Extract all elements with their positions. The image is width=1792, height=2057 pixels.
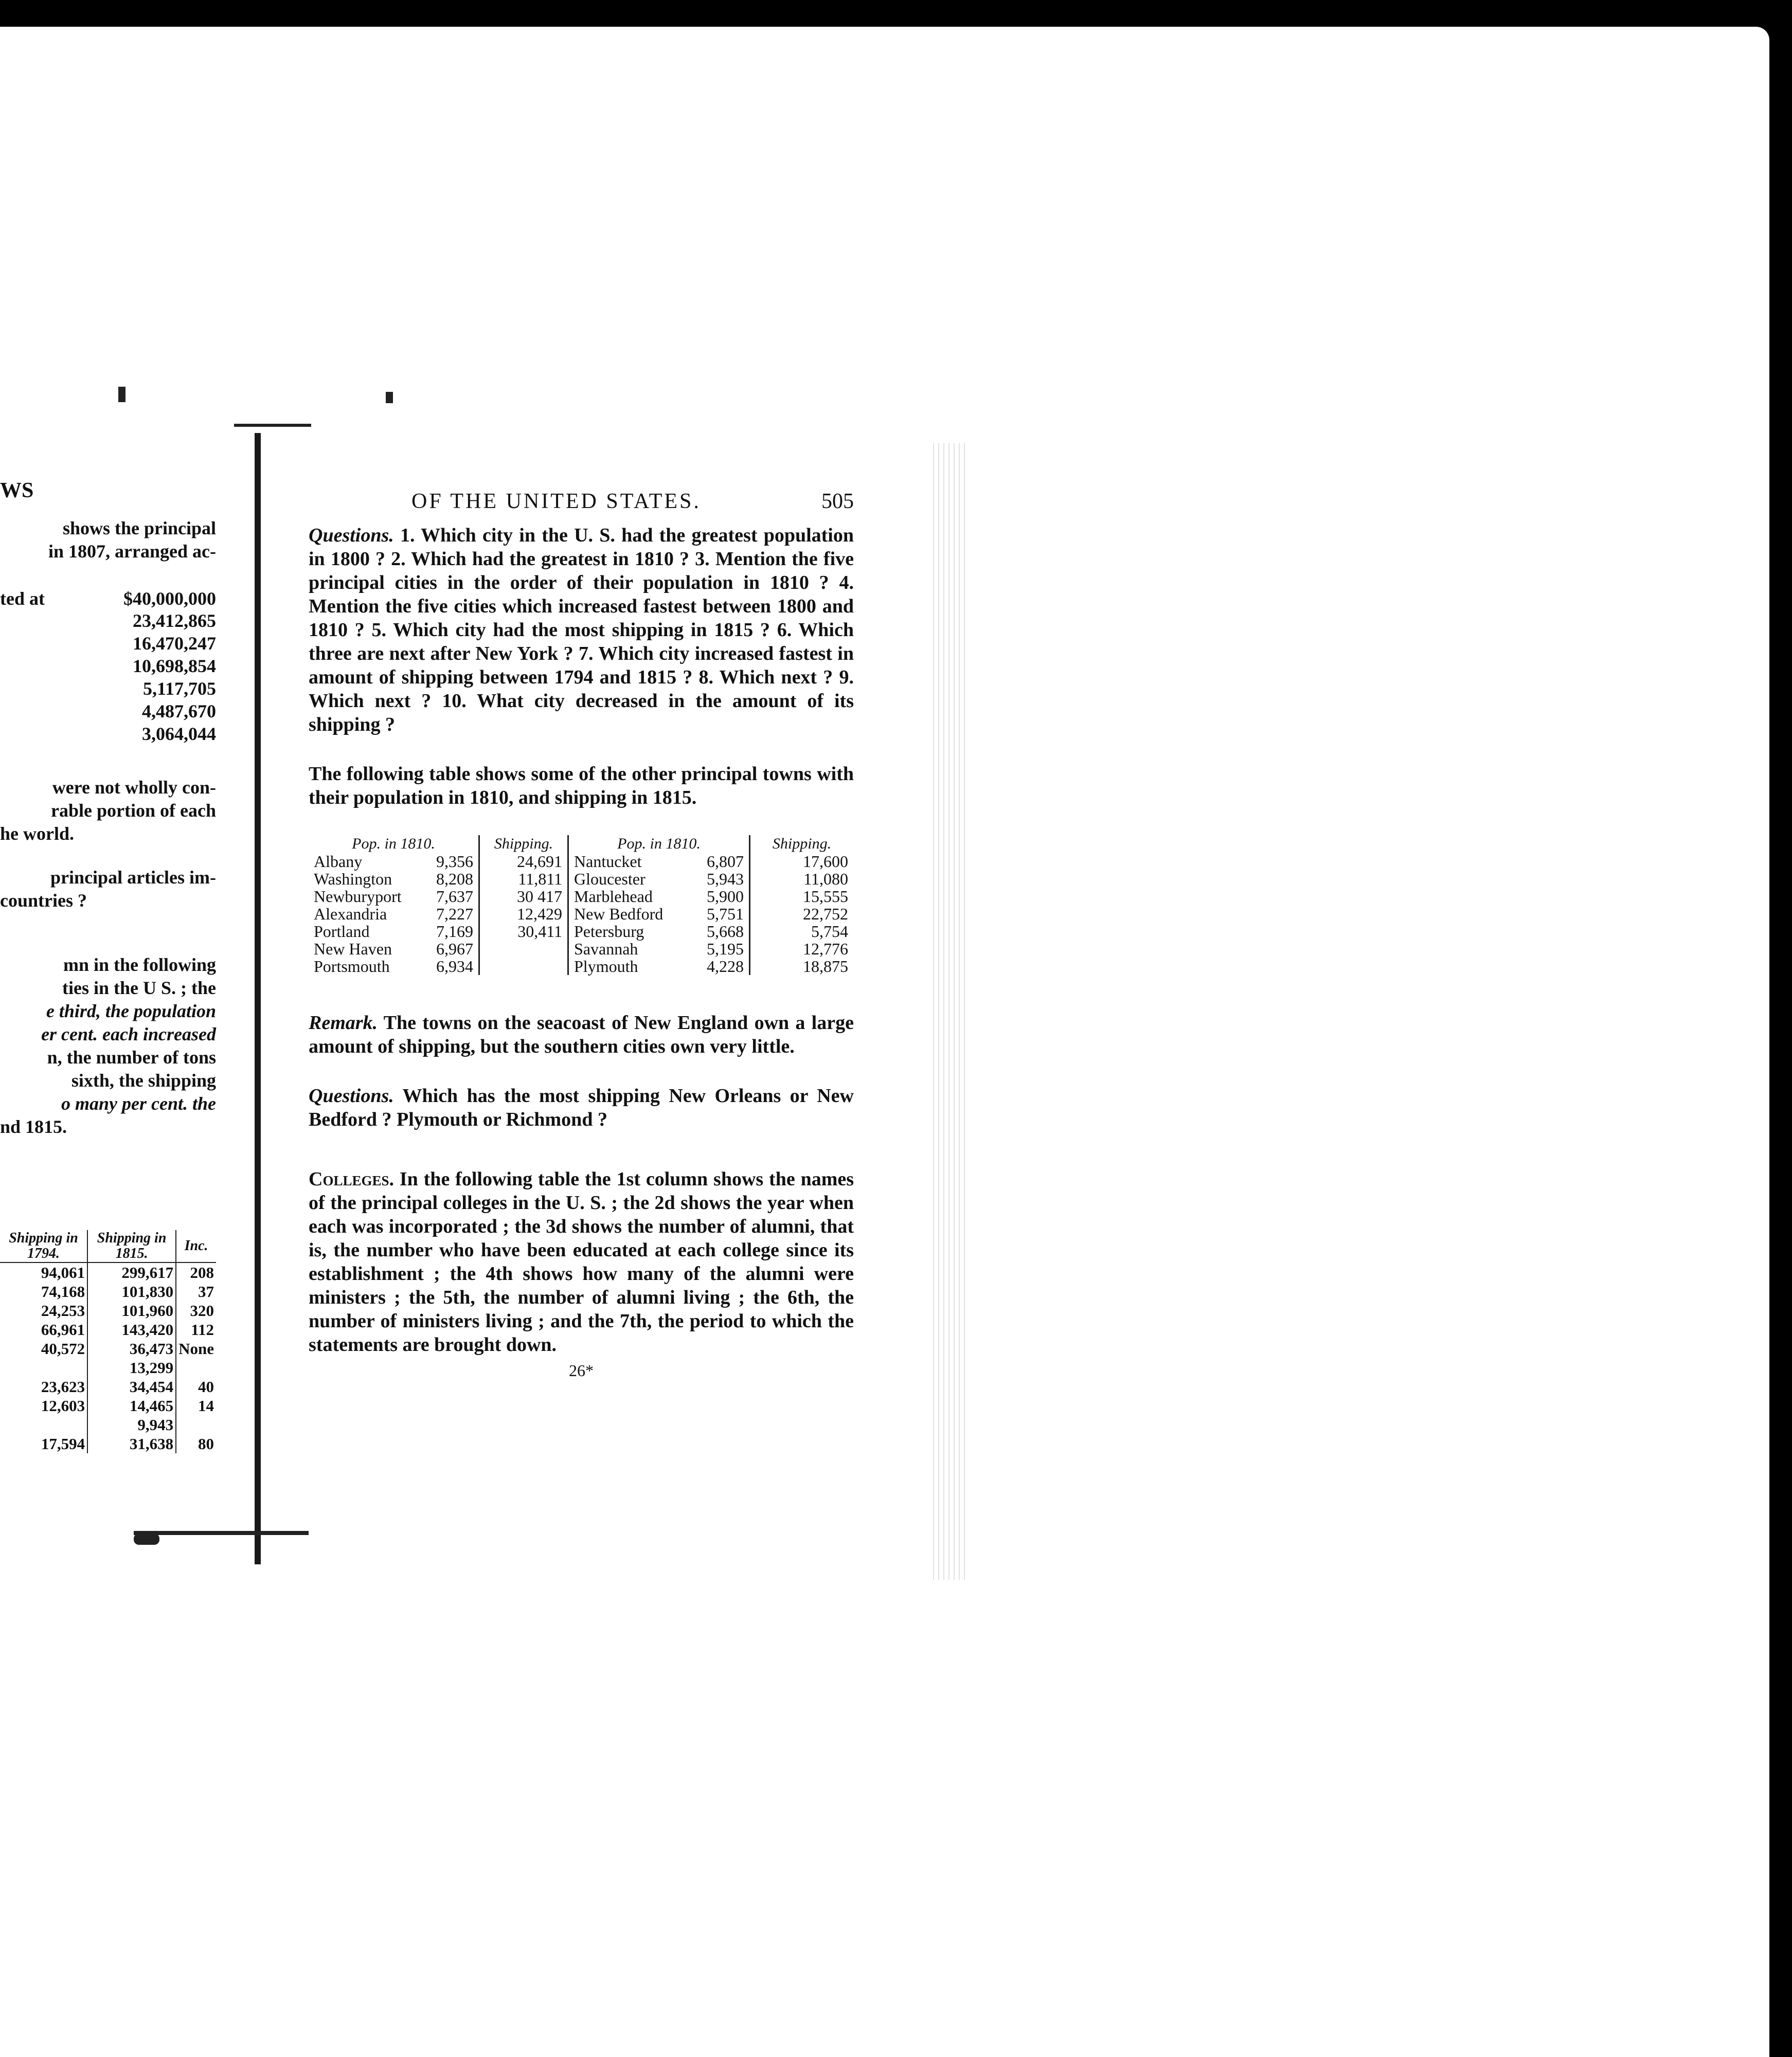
table-cell: 9,943: [87, 1415, 176, 1434]
running-header: [411, 490, 854, 513]
table-row: [0, 1282, 216, 1301]
table-cell: None: [178, 1340, 214, 1358]
population-value: 5,900: [707, 887, 744, 906]
questions-paragraph: [309, 524, 854, 736]
table-cell: 112: [191, 1321, 214, 1339]
amount-value: 3,064,044: [142, 724, 216, 744]
town-name: Alexandria: [314, 905, 387, 923]
questions-label: Questions.: [309, 525, 394, 546]
remark-label: Remark.: [309, 1012, 378, 1034]
table-cell: 31,638: [87, 1434, 176, 1453]
gutter-bottom-mark: [134, 1531, 309, 1535]
ink-mark: [134, 1533, 159, 1545]
population-value: 7,637: [436, 887, 473, 906]
population-value: 7,227: [436, 905, 473, 923]
town-name: Albany: [314, 852, 363, 871]
population-value: 5,943: [707, 870, 744, 888]
population-value: 4,228: [707, 957, 744, 976]
left-para-line: mn in the following: [63, 954, 216, 975]
table-row: [314, 940, 473, 958]
population-value: 6,967: [436, 940, 473, 958]
table-cell: [0, 1358, 87, 1377]
town-name: Newburyport: [314, 887, 402, 906]
town-name: Plymouth: [574, 957, 638, 976]
table-cell: 23,623: [0, 1377, 87, 1396]
amount-value: 10,698,854: [133, 656, 216, 676]
table-row: [485, 853, 562, 870]
shipping-value: 11,811: [518, 870, 562, 888]
table-header: Pop. in 1810.: [352, 835, 435, 852]
population-value: 6,934: [436, 957, 473, 976]
town-name: Portsmouth: [314, 957, 390, 976]
shipping-value: 30 417: [517, 887, 562, 906]
table-cell: 37: [198, 1283, 214, 1301]
colleges-text: In the following table the 1st column shows the names of the principal colleges in the U. S. ; the 2d shows the year when each was incorporated ; the 3d shows the number of alumni, that is, the number who have been educated at each college since its establishment ; the 4th shows how many of the alumni were ministers ; the 5th, the number of alumni living ; the 6th, the number of ministers living ; and the 7th, the period to which the statements are brought down.: [309, 1168, 854, 1356]
table-cell: 36,473: [87, 1339, 176, 1358]
table-row: [574, 958, 744, 975]
amount-value: 4,487,670: [142, 701, 216, 721]
table-row: [314, 870, 473, 888]
left-intro-line: shows the principal: [62, 518, 216, 538]
amount-value: 16,470,247: [133, 633, 216, 654]
town-name: Savannah: [574, 940, 638, 958]
left-para-line: e third, the population: [46, 1001, 216, 1021]
town-name: Marblehead: [574, 887, 653, 906]
table-cell: 94,061: [0, 1262, 87, 1282]
table-row: [314, 888, 473, 905]
left-para-line: nd 1815.: [0, 1116, 67, 1137]
table-cell: 17,594: [0, 1434, 87, 1453]
table-row: [574, 940, 744, 958]
shipping-value: 11,080: [803, 870, 848, 888]
table-row: [574, 923, 744, 940]
table-cell: 74,168: [0, 1282, 87, 1301]
town-name: New Haven: [314, 940, 392, 958]
left-para-line: o many per cent. the: [61, 1093, 216, 1114]
table-cell: [176, 1415, 216, 1434]
table-row: [756, 853, 848, 870]
population-value: 5,195: [707, 940, 744, 958]
shipping-value: 15,555: [803, 887, 848, 906]
table-cell: 14,465: [87, 1396, 176, 1415]
shipping-value: 18,875: [803, 957, 848, 976]
town-name: New Bedford: [574, 905, 664, 923]
table-row: [314, 923, 473, 940]
table-row: [0, 1262, 216, 1282]
table-header: Shipping in 1815.: [87, 1230, 176, 1262]
table-header: Shipping.: [772, 835, 832, 852]
amount-label: ted at: [0, 588, 45, 609]
left-para-line: he world.: [0, 823, 74, 844]
population-value: 9,356: [436, 852, 473, 871]
population-value: 6,807: [707, 852, 744, 871]
town-name: Nantucket: [574, 852, 642, 871]
table-row: [756, 940, 848, 958]
questions2-label: Questions.: [309, 1085, 394, 1107]
table-cell: 80: [198, 1435, 214, 1453]
table-cell: 12,603: [0, 1396, 87, 1415]
table-row: [0, 1415, 216, 1434]
table-row: [0, 1396, 216, 1415]
town-name: Portland: [314, 922, 370, 941]
town-name: Washington: [314, 870, 392, 888]
table-cell: 24,253: [0, 1301, 87, 1320]
table-row: [574, 888, 744, 905]
table-cell: [176, 1358, 216, 1377]
colleges-paragraph: [309, 1167, 854, 1357]
table-row: [574, 870, 744, 888]
colleges-label: Colleges.: [309, 1168, 394, 1190]
table-cell: 34,454: [87, 1377, 176, 1396]
shipping-value: 30,411: [517, 922, 562, 941]
left-para-line: sixth, the shipping: [71, 1070, 216, 1091]
table-row: [574, 905, 744, 923]
questions-text: 1. Which city in the U. S. had the greatest population in 1800 ? 2. Which had the greatest in 1810 ? 3. Mention the five principal cities in the order of their population in 1810 ? 4. Mention the five cities which increased fastest between 1800 and 1810 ? 5. Which city had the most shipping in 1815 ? 6. Which three are next after New York ? 7. Which city increased fastest in amount of shipping between 1794 and 1815 ? 8. Which next ? 9. Which next ? 10. What city decreased in the amount of its shipping ?: [309, 525, 854, 735]
table-cell: 66,961: [0, 1320, 87, 1339]
ink-mark: [386, 392, 393, 403]
population-value: 8,208: [436, 870, 473, 888]
table-cell: 101,960: [87, 1301, 176, 1320]
shipping-value: 24,691: [517, 852, 562, 871]
table-cell: 320: [190, 1302, 214, 1320]
population-value: 5,668: [707, 922, 744, 941]
questions2-text: Which has the most shipping New Orleans or New Bedford ? Plymouth or Richmond ?: [309, 1085, 854, 1130]
table-row: [485, 923, 562, 940]
table-row: [0, 1301, 216, 1320]
population-value: 7,169: [436, 922, 473, 941]
left-intro-line: in 1807, arranged ac-: [48, 541, 216, 562]
left-shipping-table: [0, 1230, 216, 1453]
signature-mark: 26*: [569, 1361, 594, 1380]
questions2-paragraph: [309, 1084, 854, 1131]
table-row: [0, 1358, 216, 1377]
table-intro: The following table shows some of the other principal towns with their population in 1810, and shipping in 1815.: [309, 763, 854, 808]
left-para-line: were not wholly con-: [52, 777, 216, 798]
table-row: [756, 870, 848, 888]
table-row: [314, 905, 473, 923]
left-para-line: ties in the U S. ; the: [62, 978, 216, 998]
shipping-value: 17,600: [803, 852, 848, 871]
table-cell: 40,572: [0, 1339, 87, 1358]
remark-paragraph: [309, 1011, 854, 1058]
table-row: [314, 853, 473, 870]
scanned-sheet: [0, 27, 1769, 2057]
table-row: [756, 958, 848, 975]
table-cell: 40: [198, 1378, 214, 1396]
table-cell: 14: [198, 1397, 214, 1415]
population-value: 5,751: [707, 905, 744, 923]
amount-value: 5,117,705: [142, 678, 216, 699]
table-cell: 13,299: [87, 1358, 176, 1377]
shipping-value: 12,776: [803, 940, 848, 958]
gutter-top-mark: [234, 424, 311, 427]
table-row: [485, 888, 562, 905]
amount-value: $40,000,000: [123, 588, 216, 609]
town-name: Petersburg: [574, 922, 644, 941]
table-cell: 101,830: [87, 1282, 176, 1301]
table-row: [0, 1434, 216, 1453]
page-number: 505: [821, 490, 854, 513]
left-para-line: er cent. each increased: [41, 1024, 216, 1044]
shipping-value: 12,429: [517, 905, 562, 923]
left-para-line: rable portion of each: [51, 800, 216, 821]
table-cell: [0, 1415, 87, 1434]
table-row: [756, 888, 848, 905]
population-shipping-table: [309, 835, 854, 975]
left-heading-fragment: WS: [0, 479, 34, 502]
table-row: [0, 1339, 216, 1358]
table-header: Shipping.: [494, 835, 553, 852]
table-row: [756, 905, 848, 923]
table-row: [574, 853, 744, 870]
page-edge-stack: [931, 443, 967, 1580]
table-row: [485, 905, 562, 923]
table-header: Inc.: [176, 1230, 216, 1262]
remark-text: The towns on the seacoast of New England own a large amount of shipping, but the southern cities own very little.: [309, 1012, 854, 1057]
table-row: [756, 923, 848, 940]
page-505: [309, 490, 854, 1382]
table-row: [314, 958, 473, 975]
ink-mark: [118, 387, 126, 402]
town-name: Gloucester: [574, 870, 646, 888]
left-page-fragment: [0, 479, 216, 1139]
table-cell: 299,617: [87, 1262, 176, 1282]
table-cell: 208: [190, 1264, 214, 1282]
amount-value: 23,412,865: [133, 610, 216, 631]
table-header: Shipping in 1794.: [0, 1230, 87, 1262]
shipping-value: 5,754: [811, 922, 848, 941]
running-head: OF THE UNITED STATES.: [411, 490, 701, 513]
table-header: Pop. in 1810.: [617, 835, 701, 852]
page-gutter-line: [255, 433, 261, 1564]
left-question-line: principal articles im-: [50, 867, 216, 888]
table-row: [0, 1377, 216, 1396]
table-row: [485, 870, 562, 888]
table-cell: 143,420: [87, 1320, 176, 1339]
shipping-value: 22,752: [803, 905, 848, 923]
left-para-line: n, the number of tons: [47, 1047, 216, 1068]
table-row: [0, 1320, 216, 1339]
left-question-line: countries ?: [0, 890, 87, 911]
